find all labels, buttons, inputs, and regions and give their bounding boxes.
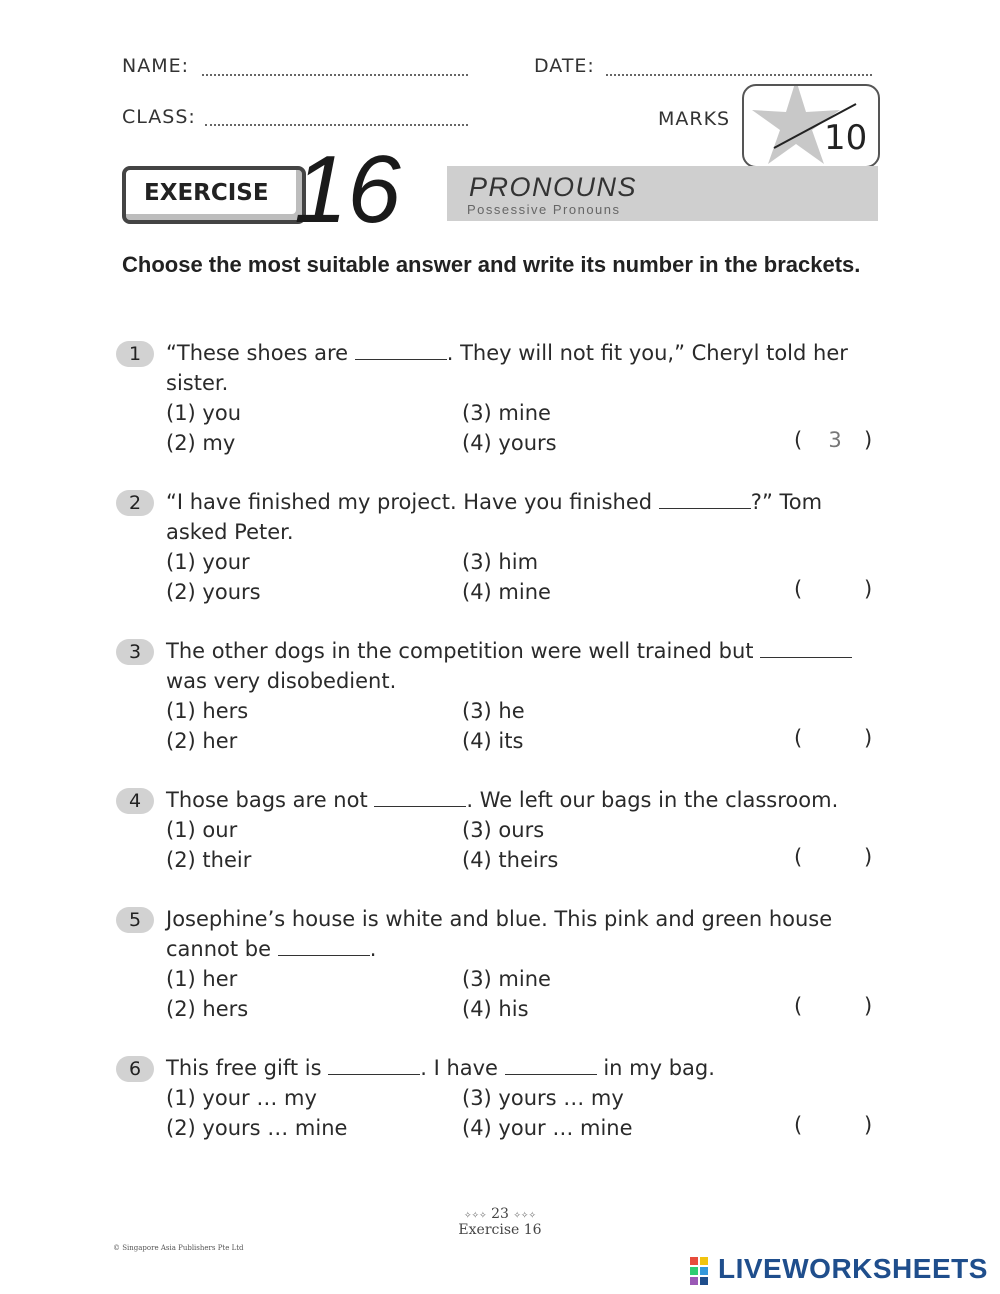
answer-option: (4) his bbox=[462, 997, 529, 1021]
answer-option: (4) yours bbox=[462, 431, 557, 455]
bracket-open: ( bbox=[794, 428, 803, 452]
question-text-part: “I have finished my project. Have you finished bbox=[166, 490, 659, 514]
answer-option: (3) mine bbox=[462, 967, 551, 991]
question-number: 2 bbox=[116, 490, 154, 516]
topic-title: PRONOUNS bbox=[469, 172, 638, 202]
bracket-open: ( bbox=[794, 1113, 803, 1137]
question-text-part: “These shoes are bbox=[166, 341, 355, 365]
name-field[interactable] bbox=[202, 74, 468, 76]
answer-blank bbox=[760, 639, 852, 658]
bracket-close: ) bbox=[864, 994, 873, 1018]
bracket-close: ) bbox=[864, 428, 873, 452]
question-text-part: The other dogs in the competition were well trained but bbox=[166, 639, 761, 663]
question-text-part: . They will not fit you,” Cheryl told her sister. bbox=[166, 341, 848, 395]
ornament-left: ✧✧✧ bbox=[464, 1211, 487, 1221]
question-number: 1 bbox=[116, 341, 154, 367]
question-number: 6 bbox=[116, 1056, 154, 1082]
answer-option: (1) your bbox=[166, 550, 250, 574]
answer-option: (4) your … mine bbox=[462, 1116, 633, 1140]
answer-option: (3) ours bbox=[462, 818, 545, 842]
answer-blank bbox=[278, 937, 370, 956]
question-number: 3 bbox=[116, 639, 154, 665]
answer-option: (2) yours bbox=[166, 580, 261, 604]
copyright: © Singapore Asia Publishers Pte Ltd bbox=[113, 1244, 244, 1252]
question-text bbox=[166, 1053, 878, 1083]
answer-option: (2) her bbox=[166, 729, 238, 753]
question-text-part: . We left our bags in the classroom. bbox=[466, 788, 839, 812]
bracket-open: ( bbox=[794, 577, 803, 601]
name-label: NAME: bbox=[122, 55, 190, 77]
answer-option: (2) my bbox=[166, 431, 236, 455]
answer-option: (4) its bbox=[462, 729, 524, 753]
question-text bbox=[166, 338, 878, 398]
liveworksheets-text: LIVEWORKSHEETS bbox=[718, 1253, 988, 1284]
bracket-close: ) bbox=[864, 726, 873, 750]
answer-option: (1) your … my bbox=[166, 1086, 317, 1110]
class-field[interactable] bbox=[205, 124, 468, 126]
instruction: Choose the most suitable answer and write its number in the brackets. bbox=[122, 252, 861, 277]
answer-input[interactable] bbox=[815, 994, 855, 1022]
page-footer bbox=[400, 1206, 600, 1238]
question-text-part: ?” Tom asked Peter. bbox=[166, 490, 823, 544]
question-number: 4 bbox=[116, 788, 154, 814]
exercise-ref: Exercise 16 bbox=[458, 1222, 542, 1238]
marks-box bbox=[742, 84, 880, 168]
answer-option: (1) our bbox=[166, 818, 238, 842]
exercise-number: 16 bbox=[294, 136, 401, 243]
answer-option: (2) yours … mine bbox=[166, 1116, 348, 1140]
question-text-part: in my bag. bbox=[596, 1056, 715, 1080]
exercise-badge bbox=[122, 166, 306, 224]
marks-total: 10 bbox=[824, 118, 868, 158]
answer-option: (3) yours … my bbox=[462, 1086, 624, 1110]
answer-input[interactable] bbox=[815, 726, 855, 754]
answer-option: (4) mine bbox=[462, 580, 551, 604]
question-text-part: was very disobedient. bbox=[166, 669, 397, 693]
answer-blank bbox=[659, 490, 751, 509]
bracket-open: ( bbox=[794, 845, 803, 869]
answer-blank bbox=[374, 788, 466, 807]
answer-input[interactable]: 3 bbox=[828, 428, 842, 452]
bracket-close: ) bbox=[864, 845, 873, 869]
answer-option: (4) theirs bbox=[462, 848, 559, 872]
answer-option: (3) mine bbox=[462, 401, 551, 425]
date-field[interactable] bbox=[606, 74, 872, 76]
bracket-close: ) bbox=[864, 577, 873, 601]
answer-input[interactable] bbox=[815, 577, 855, 605]
question-text-part: . bbox=[369, 937, 377, 961]
bracket-open: ( bbox=[794, 994, 803, 1018]
date-label: DATE: bbox=[534, 55, 595, 77]
answer-option: (2) hers bbox=[166, 997, 249, 1021]
exercise-label: EXERCISE bbox=[144, 180, 269, 206]
answer-option: (1) her bbox=[166, 967, 238, 991]
question-text bbox=[166, 636, 878, 696]
answer-input[interactable] bbox=[815, 845, 855, 873]
question-text-part: Those bags are not bbox=[166, 788, 375, 812]
page-number: 23 bbox=[491, 1206, 509, 1222]
liveworksheets-icon bbox=[690, 1257, 718, 1285]
question-text-part: Josephine’s house is white and blue. This pink and green house cannot be bbox=[166, 907, 833, 961]
answer-option: (1) you bbox=[166, 401, 242, 425]
question-text-part: This free gift is bbox=[166, 1056, 329, 1080]
topic-subtitle: Possessive Pronouns bbox=[467, 202, 621, 217]
answer-blank bbox=[328, 1056, 420, 1075]
question-text bbox=[166, 785, 878, 815]
question-number: 5 bbox=[116, 907, 154, 933]
answer-input[interactable] bbox=[815, 1113, 855, 1141]
ornament-right: ✧✧✧ bbox=[513, 1211, 536, 1221]
marks-label: MARKS bbox=[658, 108, 731, 130]
answer-option: (3) he bbox=[462, 699, 525, 723]
question-text-part: . I have bbox=[420, 1056, 505, 1080]
topic-bar bbox=[447, 166, 878, 221]
answer-blank bbox=[505, 1056, 597, 1075]
answer-blank bbox=[355, 341, 447, 360]
question-text bbox=[166, 487, 878, 547]
class-label: CLASS: bbox=[122, 106, 196, 128]
answer-option: (2) their bbox=[166, 848, 252, 872]
bracket-open: ( bbox=[794, 726, 803, 750]
question-text bbox=[166, 904, 878, 964]
answer-option: (3) him bbox=[462, 550, 539, 574]
answer-option: (1) hers bbox=[166, 699, 249, 723]
bracket-close: ) bbox=[864, 1113, 873, 1137]
